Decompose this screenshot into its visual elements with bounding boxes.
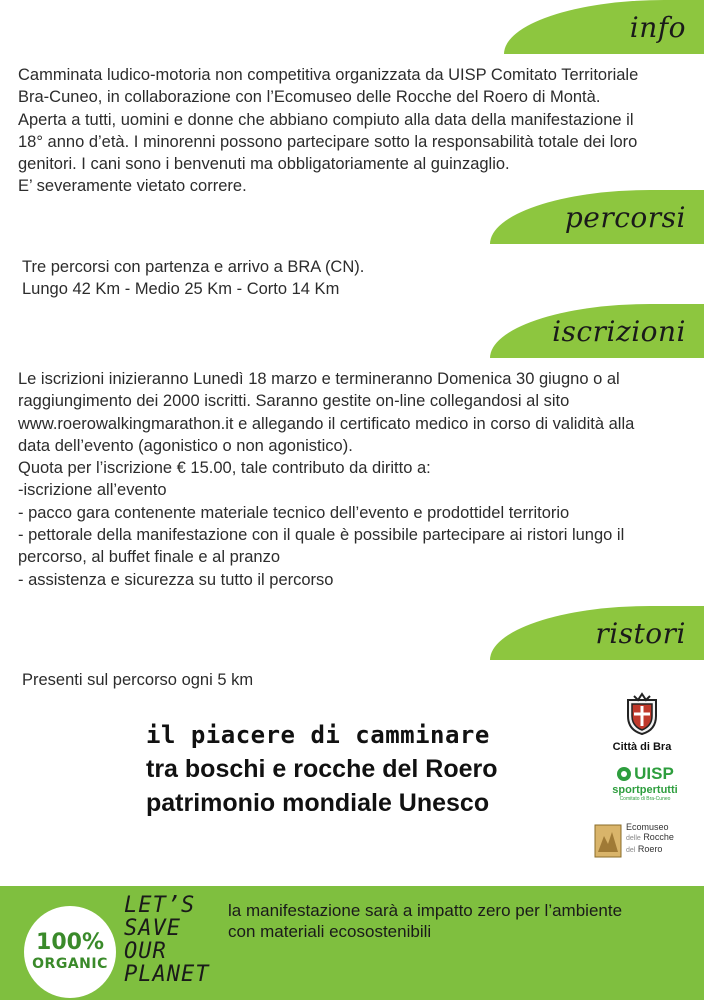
citta-di-bra-logo bbox=[606, 692, 678, 753]
ecomuseo-line-5: Roero bbox=[637, 844, 663, 854]
section-tab-percorsi bbox=[490, 190, 704, 244]
save-line-4: PLANET bbox=[124, 962, 210, 987]
uisp-wordmark: UISP bbox=[634, 764, 674, 783]
section-title-percorsi: percorsi bbox=[564, 200, 686, 234]
ristori-paragraph: Presenti sul percorso ogni 5 km bbox=[22, 671, 254, 689]
ecomuseo-line-4: del bbox=[626, 847, 636, 854]
ecomuseo-emblem-icon bbox=[594, 824, 622, 858]
section-title-ristori: ristori bbox=[595, 616, 686, 650]
uisp-subtitle: sportpertutti bbox=[612, 784, 678, 796]
ecomuseo-line-3: Rocche bbox=[643, 832, 674, 842]
percorsi-paragraph: Tre percorsi con partenza e arrivo a BRA (CN). Lungo 42 Km - Medio 25 Km - Corto 14 Km bbox=[22, 258, 365, 299]
footer-note: la manifestazione sarà a impatto zero per l’ambiente con materiali ecosostenibili bbox=[228, 901, 623, 941]
citta-di-bra-label: Città di Bra bbox=[612, 741, 672, 753]
slogan-line-1: il piacere di camminare bbox=[146, 721, 490, 749]
section-title-info: info bbox=[629, 10, 686, 44]
ecomuseo-line-1: Ecomuseo bbox=[626, 822, 669, 832]
ecomuseo-line-2: delle bbox=[626, 835, 641, 842]
slogan-line-3: patrimonio mondiale Unesco bbox=[146, 789, 490, 817]
organic-badge-label: ORGANIC bbox=[32, 956, 108, 972]
ecomuseo-logo bbox=[592, 822, 692, 858]
info-paragraph: Camminata ludico-motoria non competitiva organizzata da UISP Comitato Territoriale Bra-Cuneo, in collaborazione con l’Ecomuseo delle Rocche del Roero di Montà. Aperta a tutti, uomini e donne che abbiano compiuto alla data della manifestazione il 18° anno d’età. I minorenni possono partecipare sotto la responsabilità totale dei loro genitori. I cani sono i benvenuti ma obbligatoriamente al guinzaglio. E’ severamente vietato correre. bbox=[18, 66, 639, 196]
section-tab-info bbox=[504, 0, 704, 54]
slogan-line-2: tra boschi e rocche del Roero bbox=[146, 755, 498, 783]
coat-of-arms-icon bbox=[620, 692, 664, 736]
save-line-3: OUR bbox=[124, 939, 167, 964]
iscrizioni-paragraph: Le iscrizioni inizieranno Lunedì 18 marzo e termineranno Domenica 30 giugno o al raggiungimento dei 2000 iscritti. Saranno gestite on-line collegandosi al sito www.roerowalkingmarathon.it e allegando il certificato medico in corso di validità alla data dell’evento (agonistico o non agonistico). Quota per l’iscrizione € 15.00, tale contributo da diritto a: -iscrizione all’evento - pacco gara contenente materiale tecnico dell’evento e prodottidel territorio - pettorale della manifestazione con il quale è possibile partecipare ai ristori lungo il percorso, al buffet finale e al pranzo - assistenza e sicurezza su tutto il percorso bbox=[18, 370, 635, 589]
organic-badge-percent: 100% bbox=[36, 930, 104, 955]
uisp-logo bbox=[604, 764, 686, 802]
section-tab-iscrizioni bbox=[490, 304, 704, 358]
section-title-iscrizioni: iscrizioni bbox=[552, 314, 686, 348]
slogan-block bbox=[146, 718, 546, 820]
footer-banner bbox=[0, 886, 704, 1000]
section-tab-ristori bbox=[490, 606, 704, 660]
save-line-2: SAVE bbox=[124, 916, 181, 941]
save-planet-slogan bbox=[124, 894, 244, 986]
uisp-committee: Comitato di Bra-Cuneo bbox=[619, 796, 671, 802]
organic-badge bbox=[24, 906, 116, 998]
save-line-1: LET’S bbox=[124, 893, 196, 918]
uisp-emblem-icon bbox=[616, 766, 632, 782]
